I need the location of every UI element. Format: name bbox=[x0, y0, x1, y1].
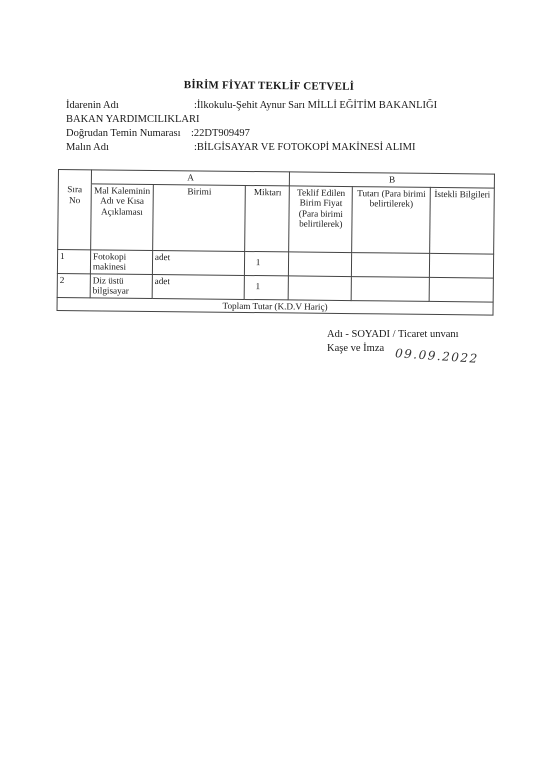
group-a-header: A bbox=[91, 170, 290, 186]
row-sira: 2 bbox=[57, 273, 90, 297]
header-miktari: Miktarı bbox=[245, 185, 290, 251]
signature-stamp-label: Kaşe ve İmza bbox=[327, 343, 385, 354]
idare-row bbox=[66, 99, 438, 112]
idare-label: İdarenin Adı bbox=[66, 100, 119, 111]
header-mal: Mal Kaleminin Adı ve Kısa Açıklaması bbox=[91, 183, 154, 250]
header-istekli: İstekli Bilgileri bbox=[430, 187, 495, 254]
row-miktari: 1 bbox=[245, 251, 289, 275]
document-title: BİRİM FİYAT TEKLİF CETVELİ bbox=[183, 79, 355, 93]
header-teklif: Teklif Edilen Birim Fiyat (Para birimi belirtilerek) bbox=[289, 185, 353, 252]
mal-label: Malın Adı bbox=[66, 142, 109, 153]
total-row: Toplam Tutar (K.D.V Hariç) bbox=[57, 297, 493, 315]
idare-value-continued: BAKAN YARDIMCILIKLARI bbox=[66, 114, 200, 125]
mal-row bbox=[66, 141, 416, 154]
temin-value: :22DT909497 bbox=[191, 128, 250, 139]
row-birimi: adet bbox=[152, 274, 245, 299]
row-mal: Fotokopi makinesi bbox=[90, 249, 152, 274]
header-birimi: Birimi bbox=[152, 184, 245, 251]
header-tutari: Tutarı (Para birimi belirtilerek) bbox=[352, 186, 431, 253]
row-tutari bbox=[352, 252, 430, 277]
price-table bbox=[57, 169, 495, 316]
idare-value: :İlkokulu-Şehit Aynur Sarı MİLLİ EĞİTİM BAKANLIĞI bbox=[194, 100, 438, 111]
row-tutari bbox=[351, 276, 429, 301]
group-b-header: B bbox=[290, 172, 495, 188]
row-miktari: 1 bbox=[245, 275, 289, 299]
row-sira: 1 bbox=[57, 249, 90, 273]
temin-label: Doğrudan Temin Numarası bbox=[66, 128, 181, 139]
row-birimi: adet bbox=[152, 250, 245, 275]
row-teklif bbox=[289, 251, 352, 276]
blank-corner bbox=[58, 170, 91, 184]
row-istekli bbox=[429, 277, 493, 302]
row-teklif bbox=[289, 275, 352, 300]
row-istekli bbox=[430, 253, 494, 278]
temin-row bbox=[66, 127, 250, 140]
signature-name-label: Adı - SOYADI / Ticaret unvanı bbox=[327, 329, 459, 340]
row-mal: Diz üstü bilgisayar bbox=[90, 273, 152, 298]
mal-value: :BİLGİSAYAR VE FOTOKOPİ MAKİNESİ ALIMI bbox=[194, 142, 416, 153]
header-sira: Sıra No bbox=[58, 183, 92, 249]
handwritten-date: 09.09.2022 bbox=[394, 346, 480, 366]
